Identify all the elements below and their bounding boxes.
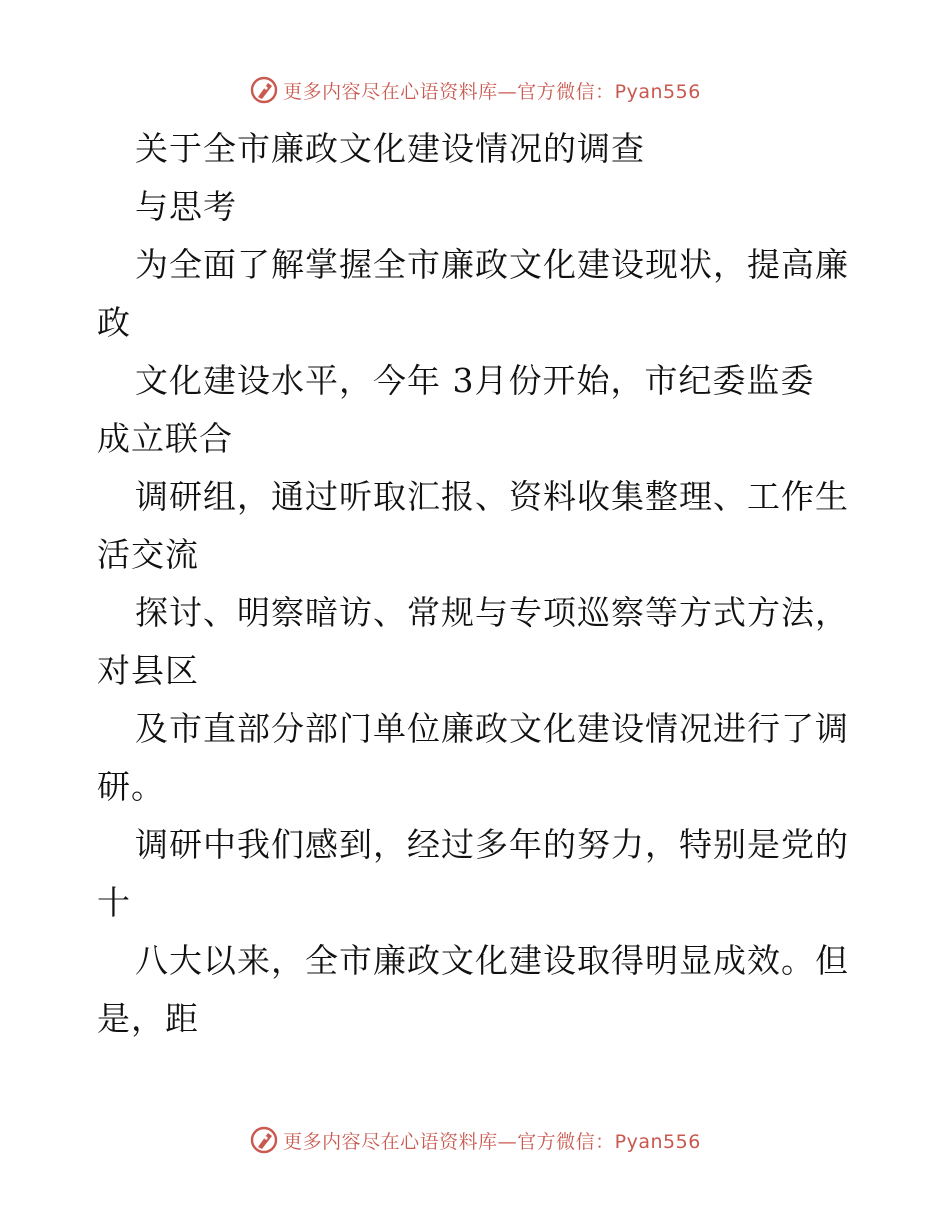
doc-title-line-2: 与思考 [135, 187, 237, 226]
footer-wechat-id: Pyan556 [614, 1130, 701, 1153]
doc-title-line-1: 关于全市廉政文化建设情况的调查 [135, 129, 645, 168]
footer-banner [0, 1120, 950, 1160]
header-wechat-id: Pyan556 [614, 80, 701, 103]
header-banner-label: 更多内容尽在心语资料库—官方微信： [283, 80, 615, 103]
doc-line: 调研组，通过听取汇报、资料收集整理、工作生 [135, 477, 849, 516]
doc-line: 十 [97, 883, 131, 922]
doc-line: 成立联合 [97, 419, 233, 458]
doc-line: 对县区 [97, 651, 199, 690]
footer-banner-label: 更多内容尽在心语资料库—官方微信： [283, 1130, 615, 1153]
doc-line: 为全面了解掌握全市廉政文化建设现状，提高廉 [135, 245, 849, 284]
doc-line: 八大以来，全市廉政文化建设取得明显成效。但 [135, 941, 849, 980]
footer-banner-text [283, 1127, 701, 1154]
doc-line: 活交流 [97, 535, 199, 574]
doc-line: 文化建设水平，今年 3月份开始，市纪委监委 [135, 361, 815, 400]
header-banner-text [283, 77, 701, 104]
pen-nib-logo-icon [249, 1125, 279, 1155]
doc-line: 及市直部分部门单位廉政文化建设情况进行了调 [135, 709, 849, 748]
pen-nib-logo-icon [249, 75, 279, 105]
doc-line: 探讨、明察暗访、常规与专项巡察等方式方法， [135, 593, 849, 632]
doc-line: 政 [97, 303, 131, 342]
doc-line: 调研中我们感到，经过多年的努力，特别是党的 [135, 825, 849, 864]
doc-line: 是，距 [97, 999, 199, 1038]
header-banner [0, 70, 950, 110]
doc-line: 研。 [97, 767, 165, 806]
document-body [97, 120, 857, 1048]
